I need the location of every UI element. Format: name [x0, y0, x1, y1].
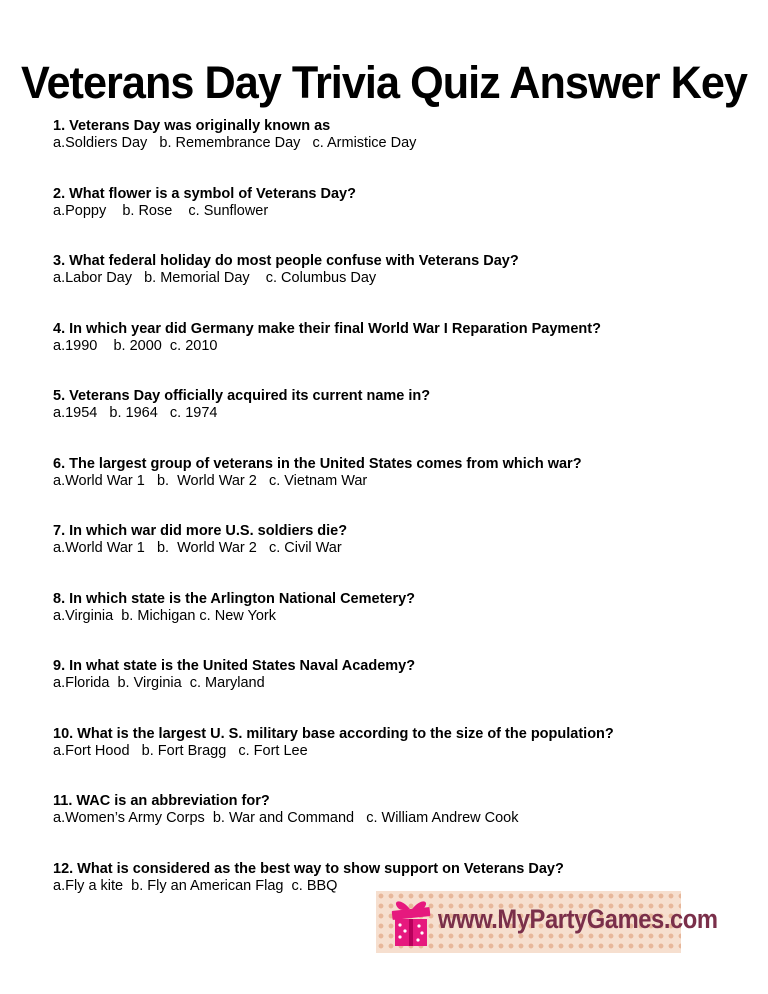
question-text: 10. What is the largest U. S. military base according to the size of the population?	[53, 725, 614, 742]
question-item	[53, 253, 753, 321]
question-text: 1. Veterans Day was originally known as	[53, 118, 331, 134]
answer-options: a.Soldiers Day b. Remembrance Day c. Armistice Day	[53, 135, 417, 151]
logo-text: www.MyPartyGames.com	[438, 904, 718, 934]
question-text: 12. What is considered as the best way to show support on Veterans Day?	[53, 860, 564, 877]
answer-options: a.Fort Hood b. Fort Bragg c. Fort Lee	[53, 742, 308, 759]
answer-options: a.Women’s Army Corps b. War and Command c. William Andrew Cook	[53, 810, 519, 826]
page-title: Veterans Day Trivia Quiz Answer Key	[21, 57, 747, 108]
answer-options: a.Fly a kite b. Fly an American Flag c. BBQ	[53, 877, 338, 894]
answer-options: a.1990 b. 2000 c. 2010	[53, 337, 218, 354]
question-item	[53, 591, 753, 659]
question-item	[53, 523, 753, 591]
answer-options: a.1954 b. 1964 c. 1974	[53, 405, 218, 421]
question-item	[53, 118, 753, 186]
question-item	[53, 321, 753, 389]
gift-icon	[386, 895, 436, 949]
question-item	[53, 456, 753, 524]
answer-options: a.Poppy b. Rose c. Sunflower	[53, 202, 269, 219]
question-text: 11. WAC is an abbreviation for?	[53, 793, 270, 809]
site-logo-banner[interactable]	[376, 891, 718, 953]
question-item	[53, 388, 753, 456]
question-item	[53, 658, 753, 726]
question-text: 5. Veterans Day officially acquired its current name in?	[53, 388, 431, 404]
quiz-list	[53, 118, 753, 928]
answer-options: a.Labor Day b. Memorial Day c. Columbus Day	[53, 270, 377, 286]
question-text: 9. In what state is the United States Naval Academy?	[53, 658, 416, 674]
question-text: 2. What flower is a symbol of Veterans Day?	[53, 185, 356, 202]
question-text: 7. In which war did more U.S. soldiers die?	[53, 523, 348, 539]
answer-options: a.Florida b. Virginia c. Maryland	[53, 675, 265, 691]
question-text: 6. The largest group of veterans in the United States comes from which war?	[53, 455, 582, 472]
question-item	[53, 726, 753, 794]
question-item	[53, 186, 753, 254]
question-text: 8. In which state is the Arlington National Cemetery?	[53, 590, 416, 607]
answer-options: a.World War 1 b. World War 2 c. Vietnam War	[53, 472, 368, 489]
answer-options: a.Virginia b. Michigan c. New York	[53, 607, 276, 624]
answer-options: a.World War 1 b. World War 2 c. Civil War	[53, 540, 342, 556]
question-text: 4. In which year did Germany make their final World War I Reparation Payment?	[53, 320, 601, 337]
question-text: 3. What federal holiday do most people confuse with Veterans Day?	[53, 253, 519, 269]
question-item	[53, 793, 753, 861]
